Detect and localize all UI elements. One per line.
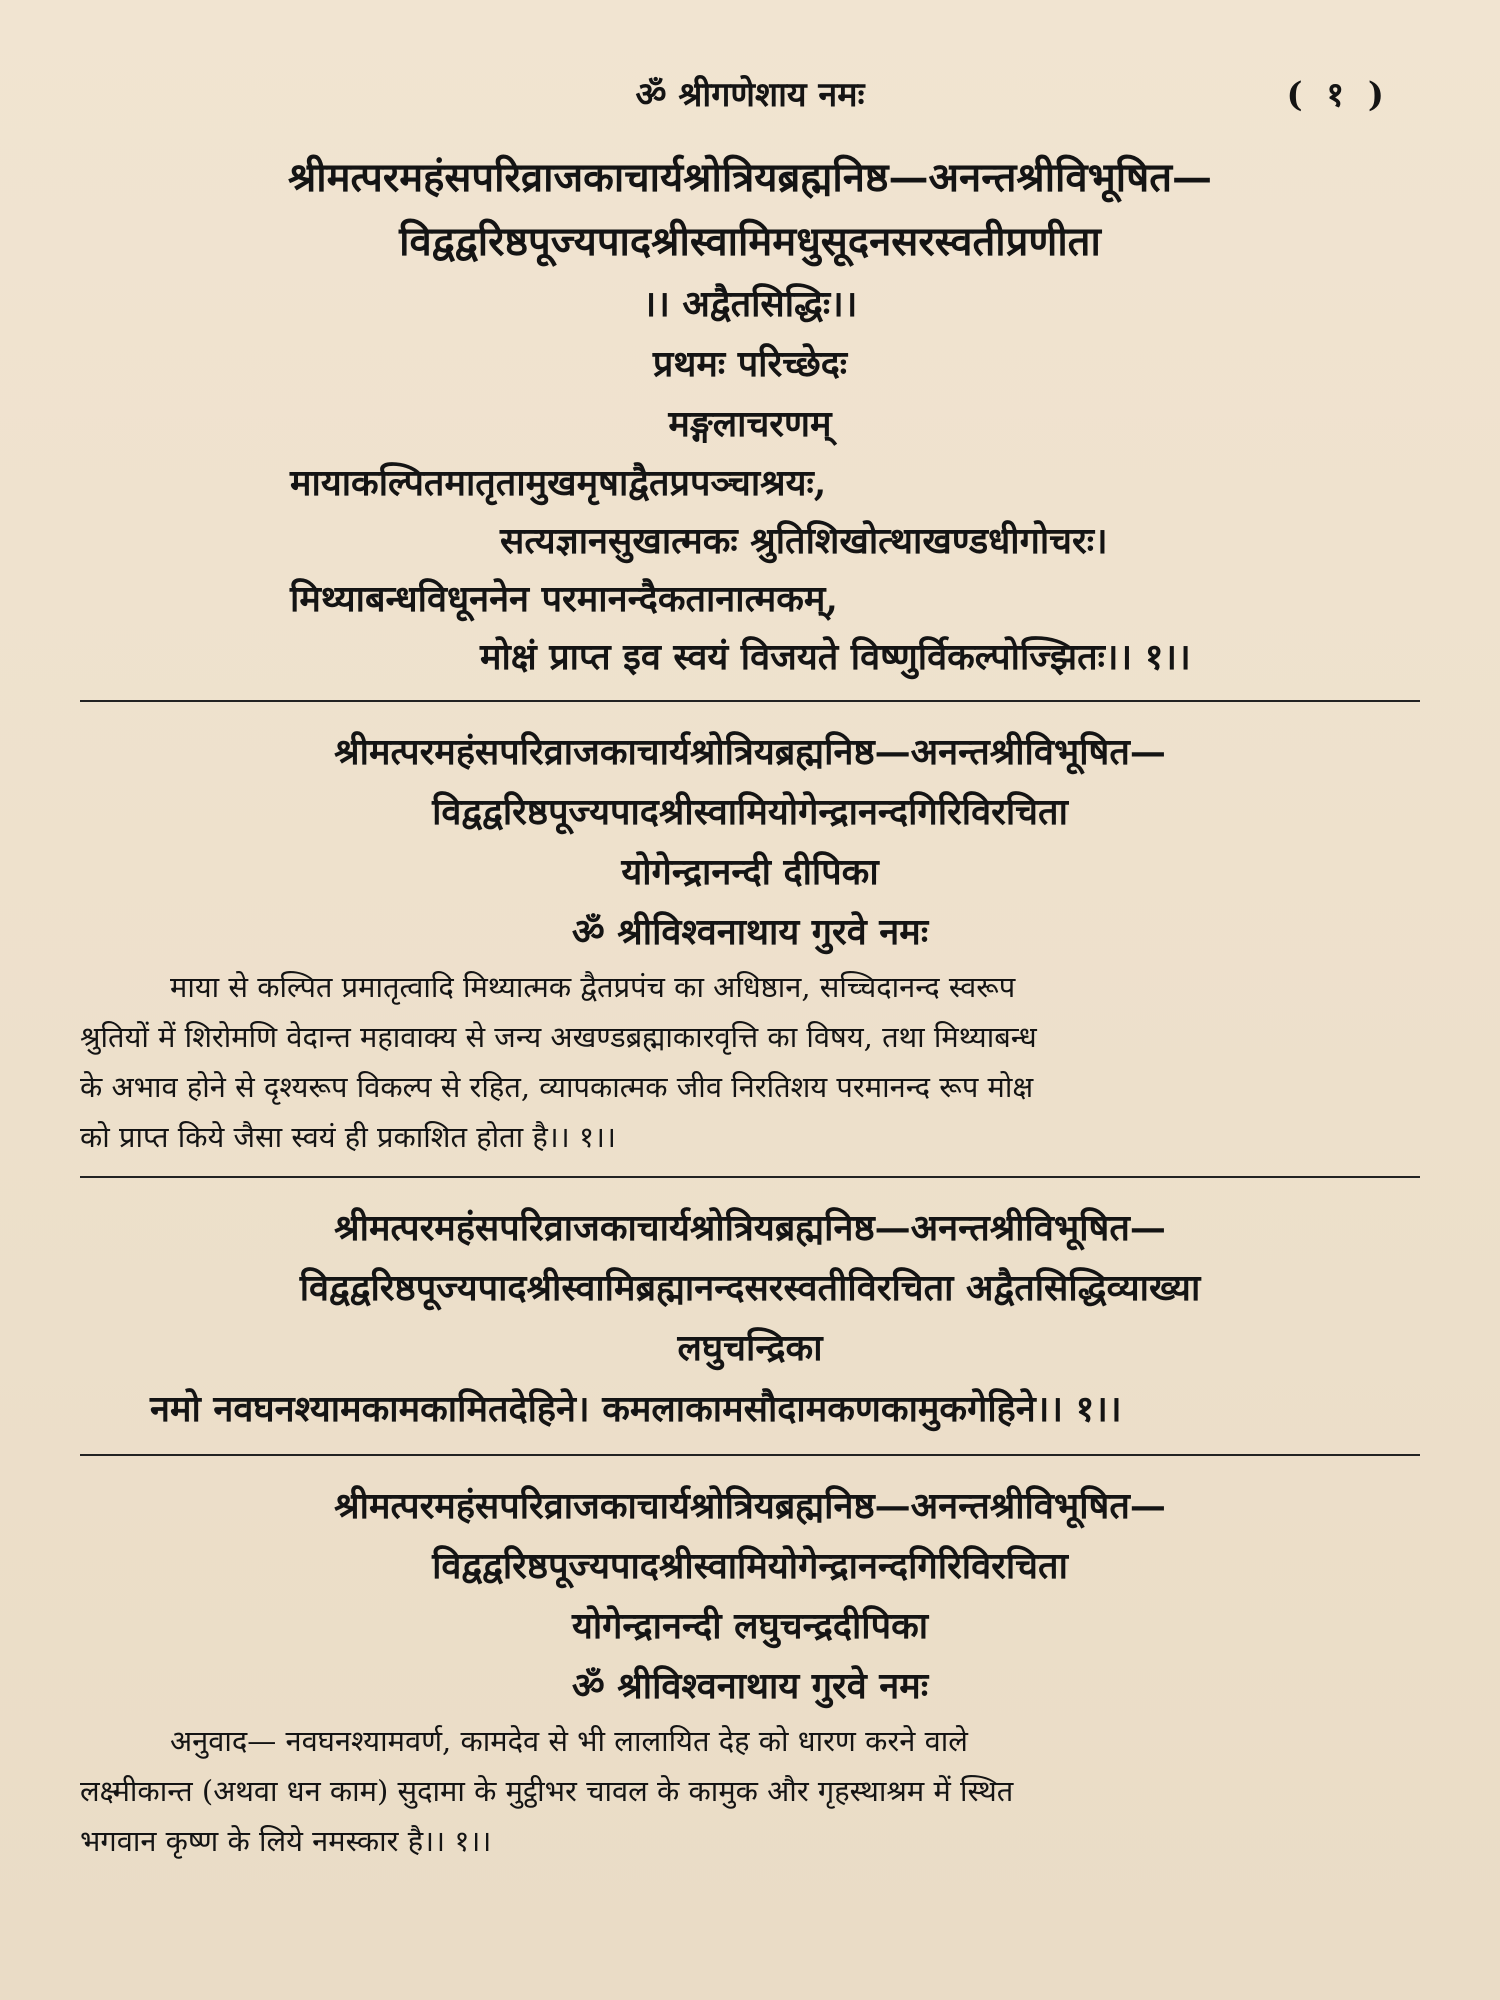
invocation-line: ॐ श्रीविश्वनाथाय गुरवे नमः — [571, 911, 929, 953]
author-line: विद्वद्वरिष्ठपूज्यपादश्रीस्वामिब्रह्मानन्दसरस्वतीविरचिता अद्वैतसिद्धिव्याख्या — [299, 1267, 1201, 1309]
section-laghuchandrika — [80, 1198, 1420, 1440]
section-divider — [80, 1454, 1420, 1456]
author-line: विद्वद्वरिष्ठपूज्यपादश्रीस्वामिमधुसूदनसरस्वतीप्रणीता — [399, 218, 1101, 265]
section-divider — [80, 1176, 1420, 1178]
verse-line: मायाकल्पितमातृतामुखमृषाद्वैतप्रपञ्चाश्रयः, — [290, 462, 827, 504]
page-number: ( १ ) — [1286, 75, 1390, 115]
verse-line: मिथ्याबन्धविधूननेन परमानन्दैकतानात्मकम्, — [290, 578, 838, 620]
translation-paragraph — [80, 1716, 1420, 1866]
prose-line: लक्ष्मीकान्त (अथवा धन काम) सुदामा के मुट्ठीभर चावल के कामुक और गृहस्थाश्रम में स्थित — [80, 1774, 1014, 1808]
verse-line: सत्यज्ञानसुखात्मकः श्रुतिशिखोत्थाखण्डधीगोचरः। — [500, 520, 1108, 562]
work-title: ।। अद्वैतसिद्धिः।। — [642, 283, 858, 325]
author-epithet-line: श्रीमत्परमहंसपरिव्राजकाचार्यश्रोत्रियब्रह्मनिष्ठ—अनन्तश्रीविभूषित— — [334, 1485, 1166, 1527]
page-header — [80, 70, 1420, 130]
author-line: विद्वद्वरिष्ठपूज्यपादश्रीस्वामियोगेन्द्रानन्दगिरिविरचिता — [432, 1545, 1068, 1587]
mangala-heading: मङ्गलाचरणम् — [668, 403, 832, 445]
prose-line: श्रुतियों में शिरोमणि वेदान्त महावाक्य से जन्य अखण्डब्रह्माकारवृत्ति का विषय, तथा मिथ्याबन्ध — [80, 1020, 1037, 1054]
author-epithet-line: श्रीमत्परमहंसपरिव्राजकाचार्यश्रोत्रियब्रह्मनिष्ठ—अनन्तश्रीविभूषित— — [334, 731, 1166, 773]
work-title: लघुचन्द्रिका — [677, 1327, 823, 1369]
work-title: योगेन्द्रानन्दी लघुचन्द्रदीपिका — [571, 1605, 929, 1647]
prose-line: के अभाव होने से दृश्यरूप विकल्प से रहित, व्यापकात्मक जीव निरतिशय परमानन्द रूप मोक्ष — [80, 1070, 1034, 1104]
verse-line: मोक्षं प्राप्त इव स्वयं विजयते विष्णुर्विकल्पोज्झितः।। १।। — [480, 636, 1191, 678]
author-epithet-line: श्रीमत्परमहंसपरिव्राजकाचार्यश्रोत्रियब्रह्मनिष्ठ—अनन्तश्रीविभूषित— — [334, 1207, 1166, 1249]
header-invocation: ॐ श्रीगणेशाय नमः — [635, 75, 865, 115]
work-title: योगेन्द्रानन्दी दीपिका — [621, 851, 879, 893]
section-laghuchandradipika — [80, 1476, 1420, 1866]
prose-line: भगवान कृष्ण के लिये नमस्कार है।। १।। — [80, 1824, 492, 1858]
prose-line: माया से कल्पित प्रमातृत्वादि मिथ्यात्मक द्वैतप्रपंच का अधिष्ठान, सच्चिदानन्द स्वरूप — [170, 970, 1016, 1004]
section-divider — [80, 700, 1420, 702]
invocation-line: ॐ श्रीविश्वनाथाय गुरवे नमः — [571, 1665, 929, 1707]
author-epithet-line: श्रीमत्परमहंसपरिव्राजकाचार्यश्रोत्रियब्रह्मनिष्ठ—अनन्तश्रीविभूषित— — [287, 154, 1213, 201]
translation-paragraph — [80, 962, 1420, 1162]
chapter-title: प्रथमः परिच्छेदः — [652, 343, 848, 385]
couplet-line: नमो नवघनश्यामकामकामितदेहिने। कमलाकामसौदामकणकामुकगेहिने।। १।। — [150, 1388, 1122, 1430]
section-dipika — [80, 722, 1420, 1162]
section-advaitasiddhi — [80, 146, 1420, 686]
prose-line: को प्राप्त किये जैसा स्वयं ही प्रकाशित होता है।। १।। — [80, 1120, 617, 1154]
prose-line: अनुवाद— नवघनश्यामवर्ण, कामदेव से भी लालायित देह को धारण करने वाले — [170, 1724, 968, 1758]
author-line: विद्वद्वरिष्ठपूज्यपादश्रीस्वामियोगेन्द्रानन्दगिरिविरचिता — [432, 791, 1068, 833]
